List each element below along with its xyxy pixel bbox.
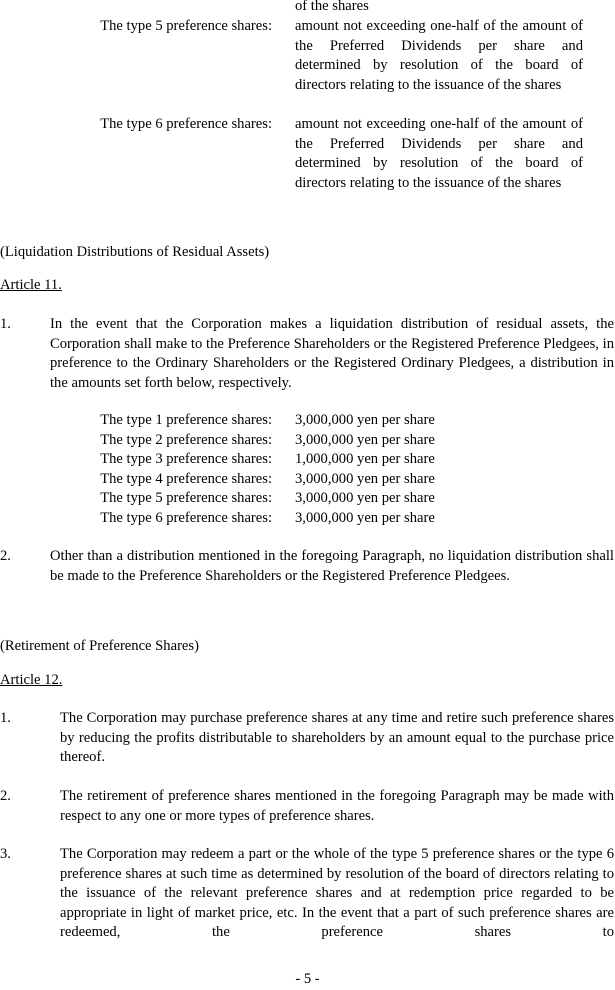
amount-value: 3,000,000 yen per share <box>295 412 435 428</box>
amount-row-type1 <box>57 411 435 431</box>
section-title-liquidation: (Liquidation Distributions of Residual Assets) <box>0 244 270 260</box>
amount-value: 3,000,000 yen per share <box>295 431 435 448</box>
amount-value: 3,000,000 yen per share <box>295 470 435 487</box>
amount-label: The type 4 preference shares: <box>100 470 272 487</box>
article-11-para-2: Other than a distribution mentioned in the foregoing Paragraph, no liquidation distribution shall be made to the Preference Shareholders or the Registered Preference Pledgees. <box>50 548 614 584</box>
amount-row-type4 <box>57 470 435 490</box>
article-11-para-2-number: 2. <box>0 548 11 564</box>
article-11-heading: Article 11. <box>0 277 62 293</box>
amount-row-type3 <box>57 450 435 470</box>
amount-label: The type 5 preference shares: <box>100 490 272 506</box>
table-label-type6: The type 6 preference shares: <box>100 116 272 132</box>
article-12-para-3-number: 3. <box>0 846 11 862</box>
amount-label: The type 6 preference shares: <box>100 509 272 526</box>
article-12-para-1: The Corporation may purchase preference shares at any time and retire such preference shares by reducing the profits distributable to shareholders by an amount equal to the purchase price thereof. <box>60 710 614 765</box>
table-label-type5: The type 5 preference shares: <box>100 18 272 34</box>
amount-label: The type 2 preference shares: <box>100 431 272 448</box>
amount-label: The type 1 preference shares: <box>100 412 272 428</box>
amount-value: 3,000,000 yen per share <box>295 490 435 506</box>
amount-row-type5 <box>57 489 435 509</box>
section-title-retirement: (Retirement of Preference Shares) <box>0 638 199 654</box>
article-11-para-1-number: 1. <box>0 316 11 332</box>
table-text-type5: amount not exceeding one-half of the amount of the Preferred Dividends per share and determined by resolution of the board of directors relating to the issuance of the shares <box>295 18 583 93</box>
amount-row-type2 <box>57 431 435 451</box>
top-fragment: of the shares <box>295 0 369 14</box>
amount-value: 1,000,000 yen per share <box>295 451 435 467</box>
liquidation-amounts-table <box>57 411 435 528</box>
article-12-para-3: The Corporation may redeem a part or the whole of the type 5 preference shares or the type 6 preference shares at such time as determined by resolution of the board of directors relating to the issuance of the relevant preference shares and at redemption price regarded to be appropriate in light of market price, etc. In the event that a part of such preference shares are redeemed, the preference shares to <box>60 846 614 940</box>
amount-row-type6 <box>57 509 435 529</box>
amount-value: 3,000,000 yen per share <box>295 509 435 526</box>
table-text-type6: amount not exceeding one-half of the amount of the Preferred Dividends per share and determined by resolution of the board of directors relating to the issuance of the shares <box>295 116 583 191</box>
article-12-para-2-number: 2. <box>0 788 11 804</box>
article-12-para-1-number: 1. <box>0 710 11 726</box>
page-number: - 5 - <box>295 971 320 987</box>
amount-label: The type 3 preference shares: <box>100 451 272 467</box>
article-12-para-2: The retirement of preference shares mentioned in the foregoing Paragraph may be made with respect to any one or more types of preference shares. <box>60 788 614 824</box>
article-12-heading: Article 12. <box>0 672 63 688</box>
article-11-para-1: In the event that the Corporation makes a liquidation distribution of residual assets, the Corporation shall make to the Preference Shareholders or the Registered Preference Pledgees, in preference to the Ordinary Shareholders or the Registered Ordinary Pledgees, a distribution in the amounts set forth below, respectively. <box>50 316 614 391</box>
